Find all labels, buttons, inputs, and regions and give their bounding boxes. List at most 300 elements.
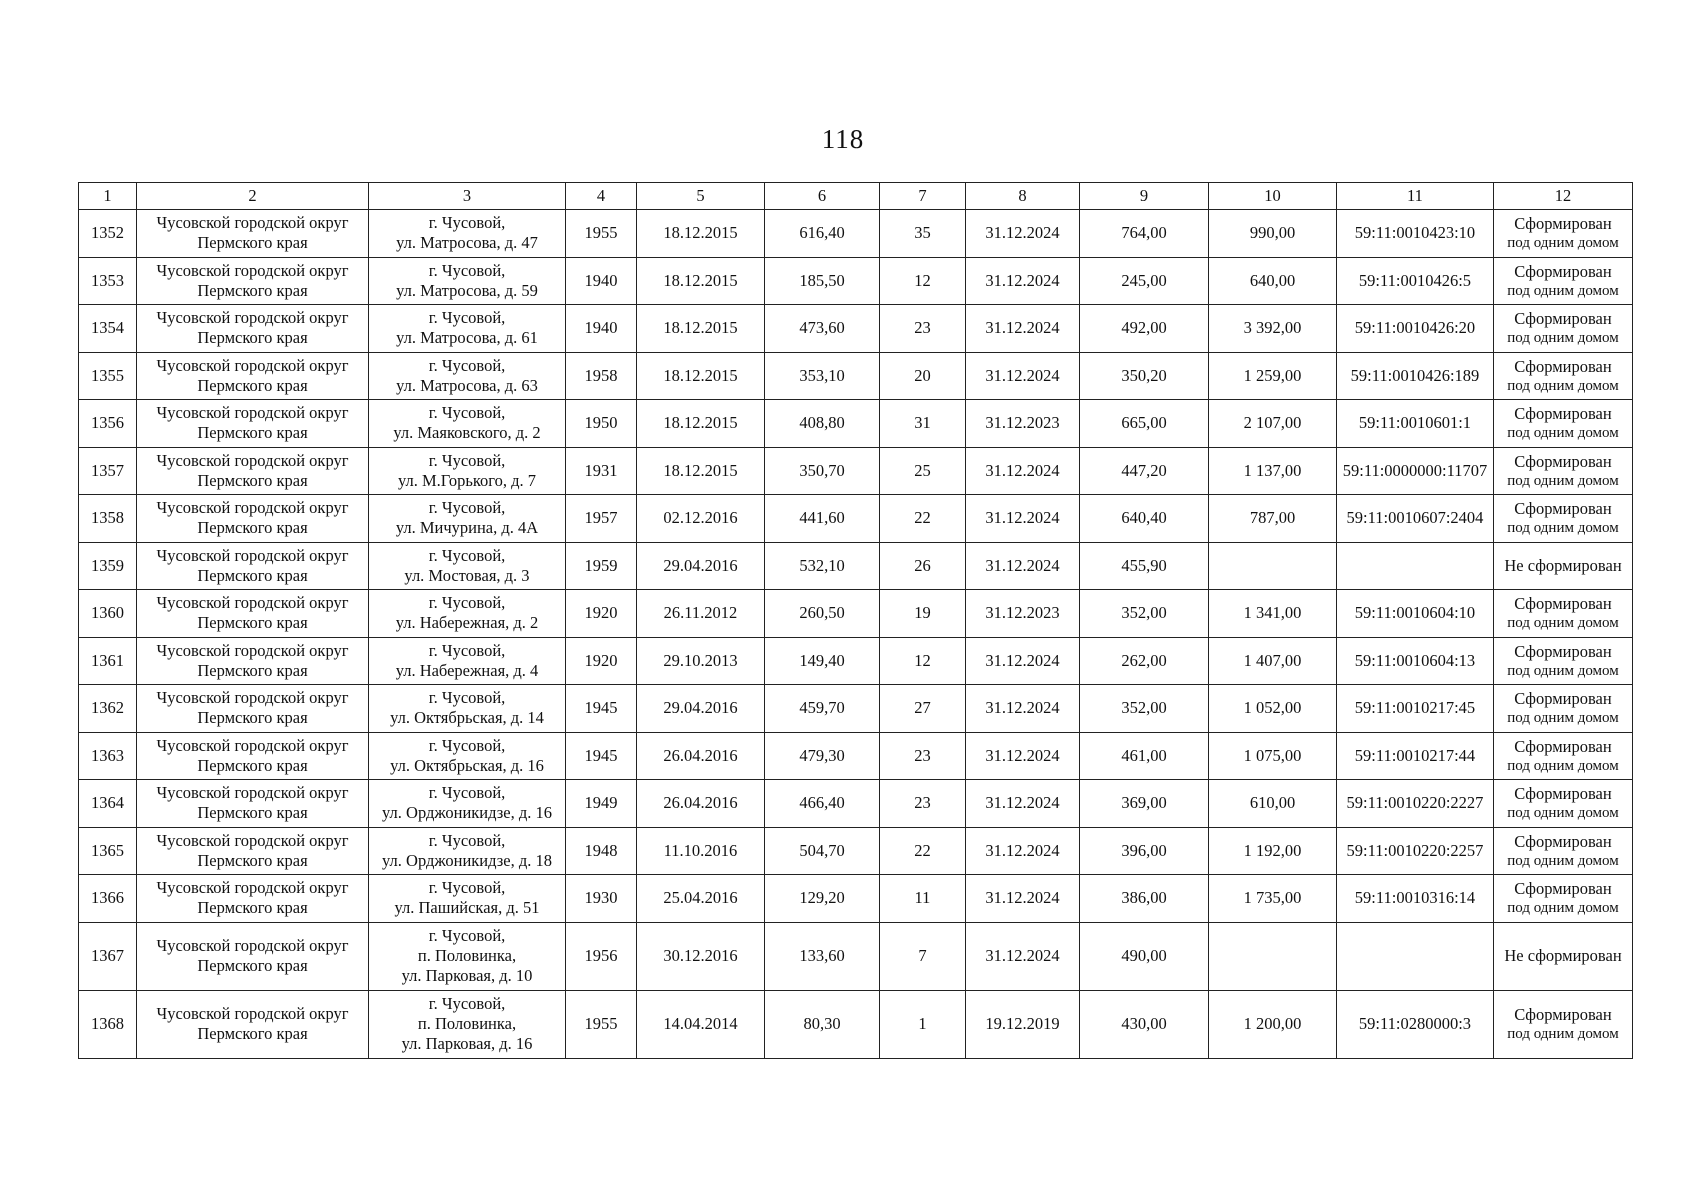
build-year-cell: 1955 <box>566 990 637 1058</box>
address-cell <box>369 257 566 305</box>
address-cell <box>369 780 566 828</box>
column-header-5: 5 <box>637 183 765 210</box>
address-line: г. Чусовой, <box>428 735 506 755</box>
deadline-cell: 31.12.2024 <box>966 922 1080 990</box>
address-line: ул. Матросова, д. 63 <box>396 375 538 395</box>
land-area-cell: 1 735,00 <box>1209 875 1337 923</box>
land-area-cell: 1 075,00 <box>1209 732 1337 780</box>
address-line: г. Чусовой, <box>428 355 506 375</box>
land-status-cell <box>1494 447 1633 495</box>
land-status-cell <box>1494 922 1633 990</box>
build-year-cell: 1940 <box>566 257 637 305</box>
municipality-line: Пермского края <box>197 423 308 443</box>
cadastral-number-cell: 59:11:0010426:189 <box>1337 352 1494 400</box>
address-cell <box>369 542 566 590</box>
deadline-cell: 31.12.2024 <box>966 210 1080 258</box>
residents-cell: 23 <box>880 780 966 828</box>
status-line: под одним домом <box>1507 282 1619 299</box>
address-cell <box>369 732 566 780</box>
address-cell <box>369 637 566 685</box>
municipality-cell <box>137 922 369 990</box>
address-line: г. Чусовой, <box>428 308 506 328</box>
address-line: ул. Орджоникидзе, д. 16 <box>382 803 552 823</box>
land-area-cell: 1 341,00 <box>1209 590 1337 638</box>
living-area-cell: 490,00 <box>1080 922 1209 990</box>
status-line: Сформирован <box>1514 879 1612 899</box>
status-line: под одним домом <box>1507 900 1619 917</box>
status-line: под одним домом <box>1507 710 1619 727</box>
status-line: Сформирован <box>1514 309 1612 329</box>
column-header-6: 6 <box>765 183 880 210</box>
municipality-line: Пермского края <box>197 1024 308 1043</box>
status-line: под одним домом <box>1507 472 1619 489</box>
area-cell: 129,20 <box>765 875 880 923</box>
row-number-cell: 1361 <box>79 637 137 685</box>
table-row <box>79 257 1633 305</box>
municipality-line: Пермского края <box>197 613 308 633</box>
table-row <box>79 495 1633 543</box>
land-status-cell <box>1494 875 1633 923</box>
municipality-line: Чусовской городской округ <box>156 450 349 470</box>
recognition-date-cell: 26.04.2016 <box>637 780 765 828</box>
column-header-11: 11 <box>1337 183 1494 210</box>
municipality-cell <box>137 447 369 495</box>
recognition-date-cell: 29.04.2016 <box>637 542 765 590</box>
build-year-cell: 1948 <box>566 827 637 875</box>
row-number-cell: 1360 <box>79 590 137 638</box>
land-status-cell <box>1494 590 1633 638</box>
build-year-cell: 1949 <box>566 780 637 828</box>
address-line: ул. Набережная, д. 4 <box>395 660 539 680</box>
address-line: г. Чусовой, <box>428 545 506 565</box>
living-area-cell: 245,00 <box>1080 257 1209 305</box>
municipality-cell <box>137 400 369 448</box>
land-area-cell: 640,00 <box>1209 257 1337 305</box>
area-cell: 80,30 <box>765 990 880 1058</box>
municipality-line: Чусовской городской округ <box>156 878 349 898</box>
address-cell <box>369 447 566 495</box>
residents-cell: 25 <box>880 447 966 495</box>
municipality-line: Чусовской городской округ <box>156 260 349 280</box>
land-status-cell <box>1494 685 1633 733</box>
table-row <box>79 400 1633 448</box>
area-cell: 185,50 <box>765 257 880 305</box>
residents-cell: 35 <box>880 210 966 258</box>
address-cell <box>369 922 566 990</box>
column-header-10: 10 <box>1209 183 1337 210</box>
status-line: Сформирован <box>1514 1005 1612 1024</box>
address-line: ул. Матросова, д. 59 <box>396 280 538 300</box>
municipality-line: Чусовской городской округ <box>156 593 349 613</box>
address-line: ул. Орджоникидзе, д. 18 <box>382 850 552 870</box>
residents-cell: 31 <box>880 400 966 448</box>
address-line: ул. Маяковского, д. 2 <box>393 423 541 443</box>
municipality-cell <box>137 875 369 923</box>
address-cell <box>369 990 566 1058</box>
address-line: г. Чусовой, <box>428 403 506 423</box>
recognition-date-cell: 18.12.2015 <box>637 352 765 400</box>
status-line: Не сформирован <box>1504 946 1622 965</box>
address-line: г. Чусовой, <box>428 926 506 945</box>
living-area-cell: 369,00 <box>1080 780 1209 828</box>
build-year-cell: 1920 <box>566 590 637 638</box>
status-line: Сформирован <box>1514 641 1612 661</box>
table-row <box>79 447 1633 495</box>
column-header-4: 4 <box>566 183 637 210</box>
status-line: Сформирован <box>1514 499 1612 519</box>
land-status-cell <box>1494 990 1633 1058</box>
area-cell: 479,30 <box>765 732 880 780</box>
living-area-cell: 665,00 <box>1080 400 1209 448</box>
deadline-cell: 31.12.2024 <box>966 495 1080 543</box>
living-area-cell: 640,40 <box>1080 495 1209 543</box>
land-status-cell <box>1494 210 1633 258</box>
column-header-12: 12 <box>1494 183 1633 210</box>
recognition-date-cell: 18.12.2015 <box>637 305 765 353</box>
deadline-cell: 31.12.2024 <box>966 685 1080 733</box>
address-line: ул. Пашийская, д. 51 <box>394 898 540 918</box>
municipality-line: Пермского края <box>197 660 308 680</box>
cadastral-number-cell: 59:11:0000000:11707 <box>1337 447 1494 495</box>
residents-cell: 20 <box>880 352 966 400</box>
land-area-cell: 990,00 <box>1209 210 1337 258</box>
cadastral-number-cell: 59:11:0010426:20 <box>1337 305 1494 353</box>
living-area-cell: 352,00 <box>1080 685 1209 733</box>
living-area-cell: 764,00 <box>1080 210 1209 258</box>
address-line: п. Половинка, <box>417 946 517 965</box>
living-area-cell: 492,00 <box>1080 305 1209 353</box>
area-cell: 408,80 <box>765 400 880 448</box>
deadline-cell: 31.12.2023 <box>966 400 1080 448</box>
row-number-cell: 1359 <box>79 542 137 590</box>
residents-cell: 26 <box>880 542 966 590</box>
build-year-cell: 1930 <box>566 875 637 923</box>
table-row <box>79 305 1633 353</box>
build-year-cell: 1958 <box>566 352 637 400</box>
status-line: под одним домом <box>1507 662 1619 679</box>
municipality-line: Чусовской городской округ <box>156 498 349 518</box>
living-area-cell: 396,00 <box>1080 827 1209 875</box>
status-line: Сформирован <box>1514 356 1612 376</box>
residents-cell: 23 <box>880 732 966 780</box>
status-line: Не сформирован <box>1504 555 1622 575</box>
row-number-cell: 1358 <box>79 495 137 543</box>
column-header-1: 1 <box>79 183 137 210</box>
address-line: ул. Парковая, д. 10 <box>401 966 533 985</box>
municipality-cell <box>137 495 369 543</box>
residents-cell: 22 <box>880 827 966 875</box>
row-number-cell: 1354 <box>79 305 137 353</box>
row-number-cell: 1356 <box>79 400 137 448</box>
address-line: ул. Мостовая, д. 3 <box>404 565 530 585</box>
land-status-cell <box>1494 827 1633 875</box>
recognition-date-cell: 26.04.2016 <box>637 732 765 780</box>
area-cell: 616,40 <box>765 210 880 258</box>
residents-cell: 22 <box>880 495 966 543</box>
row-number-cell: 1352 <box>79 210 137 258</box>
cadastral-number-cell: 59:11:0010426:5 <box>1337 257 1494 305</box>
land-area-cell: 1 407,00 <box>1209 637 1337 685</box>
column-header-9: 9 <box>1080 183 1209 210</box>
recognition-date-cell: 02.12.2016 <box>637 495 765 543</box>
area-cell: 260,50 <box>765 590 880 638</box>
status-line: Сформирован <box>1514 594 1612 614</box>
status-line: Сформирован <box>1514 831 1612 851</box>
living-area-cell: 262,00 <box>1080 637 1209 685</box>
land-status-cell <box>1494 542 1633 590</box>
address-cell <box>369 495 566 543</box>
status-line: Сформирован <box>1514 689 1612 709</box>
row-number-cell: 1353 <box>79 257 137 305</box>
cadastral-number-cell: 59:11:0010601:1 <box>1337 400 1494 448</box>
residents-cell: 12 <box>880 637 966 685</box>
municipality-line: Чусовской городской округ <box>156 735 349 755</box>
municipality-line: Пермского края <box>197 233 308 253</box>
municipality-cell <box>137 827 369 875</box>
residents-cell: 11 <box>880 875 966 923</box>
table-row <box>79 732 1633 780</box>
build-year-cell: 1920 <box>566 637 637 685</box>
row-number-cell: 1355 <box>79 352 137 400</box>
recognition-date-cell: 11.10.2016 <box>637 827 765 875</box>
address-line: ул. Октябрьская, д. 16 <box>390 755 544 775</box>
municipality-line: Чусовской городской округ <box>156 640 349 660</box>
municipality-line: Пермского края <box>197 755 308 775</box>
residents-cell: 23 <box>880 305 966 353</box>
cadastral-number-cell: 59:11:0010217:44 <box>1337 732 1494 780</box>
land-status-cell <box>1494 637 1633 685</box>
status-line: под одним домом <box>1507 852 1619 869</box>
living-area-cell: 386,00 <box>1080 875 1209 923</box>
address-line: ул. Набережная, д. 2 <box>395 613 539 633</box>
build-year-cell: 1950 <box>566 400 637 448</box>
land-area-cell: 1 052,00 <box>1209 685 1337 733</box>
status-line: Сформирован <box>1514 451 1612 471</box>
address-cell <box>369 210 566 258</box>
address-line: г. Чусовой, <box>428 640 506 660</box>
land-status-cell <box>1494 257 1633 305</box>
status-line: под одним домом <box>1507 520 1619 537</box>
status-line: под одним домом <box>1507 615 1619 632</box>
area-cell: 353,10 <box>765 352 880 400</box>
status-line: под одним домом <box>1507 235 1619 252</box>
municipality-line: Чусовской городской округ <box>156 403 349 423</box>
municipality-line: Пермского края <box>197 898 308 918</box>
table-row <box>79 780 1633 828</box>
municipality-cell <box>137 685 369 733</box>
deadline-cell: 19.12.2019 <box>966 990 1080 1058</box>
cadastral-number-cell: 59:11:0010423:10 <box>1337 210 1494 258</box>
municipality-line: Чусовской городской округ <box>156 213 349 233</box>
land-status-cell <box>1494 780 1633 828</box>
status-line: Сформирован <box>1514 736 1612 756</box>
deadline-cell: 31.12.2024 <box>966 732 1080 780</box>
recognition-date-cell: 25.04.2016 <box>637 875 765 923</box>
municipality-cell <box>137 990 369 1058</box>
deadline-cell: 31.12.2024 <box>966 780 1080 828</box>
land-area-cell: 1 259,00 <box>1209 352 1337 400</box>
deadline-cell: 31.12.2024 <box>966 542 1080 590</box>
table-body <box>79 210 1633 1059</box>
municipality-line: Чусовской городской округ <box>156 936 349 955</box>
residents-cell: 12 <box>880 257 966 305</box>
municipality-line: Чусовской городской округ <box>156 1004 349 1023</box>
living-area-cell: 430,00 <box>1080 990 1209 1058</box>
address-line: ул. М.Горького, д. 7 <box>397 470 537 490</box>
municipality-line: Пермского края <box>197 708 308 728</box>
municipality-line: Пермского края <box>197 518 308 538</box>
column-number-header-row <box>79 183 1633 210</box>
recognition-date-cell: 29.10.2013 <box>637 637 765 685</box>
area-cell: 504,70 <box>765 827 880 875</box>
cadastral-number-cell: 59:11:0010316:14 <box>1337 875 1494 923</box>
column-header-2: 2 <box>137 183 369 210</box>
municipality-cell <box>137 542 369 590</box>
land-status-cell <box>1494 495 1633 543</box>
build-year-cell: 1955 <box>566 210 637 258</box>
row-number-cell: 1365 <box>79 827 137 875</box>
build-year-cell: 1940 <box>566 305 637 353</box>
status-line: под одним домом <box>1507 1026 1619 1042</box>
municipality-line: Чусовской городской округ <box>156 545 349 565</box>
column-header-7: 7 <box>880 183 966 210</box>
residents-cell: 1 <box>880 990 966 1058</box>
build-year-cell: 1956 <box>566 922 637 990</box>
land-area-cell: 3 392,00 <box>1209 305 1337 353</box>
municipality-line: Чусовской городской округ <box>156 308 349 328</box>
municipality-line: Пермского края <box>197 470 308 490</box>
area-cell: 459,70 <box>765 685 880 733</box>
address-line: г. Чусовой, <box>428 994 506 1013</box>
living-area-cell: 455,90 <box>1080 542 1209 590</box>
municipality-cell <box>137 732 369 780</box>
address-line: ул. Матросова, д. 61 <box>396 328 538 348</box>
municipality-cell <box>137 305 369 353</box>
cadastral-number-cell: 59:11:0280000:3 <box>1337 990 1494 1058</box>
address-line: г. Чусовой, <box>428 783 506 803</box>
row-number-cell: 1364 <box>79 780 137 828</box>
deadline-cell: 31.12.2024 <box>966 827 1080 875</box>
cadastral-number-cell: 59:11:0010604:10 <box>1337 590 1494 638</box>
table-row <box>79 827 1633 875</box>
land-area-cell: 1 137,00 <box>1209 447 1337 495</box>
address-line: ул. Матросова, д. 47 <box>396 233 538 253</box>
land-area-cell <box>1209 922 1337 990</box>
area-cell: 473,60 <box>765 305 880 353</box>
land-status-cell <box>1494 732 1633 780</box>
row-number-cell: 1357 <box>79 447 137 495</box>
row-number-cell: 1366 <box>79 875 137 923</box>
table-row <box>79 922 1633 990</box>
status-line: Сформирован <box>1514 261 1612 281</box>
area-cell: 466,40 <box>765 780 880 828</box>
municipality-cell <box>137 780 369 828</box>
residents-cell: 7 <box>880 922 966 990</box>
table-row <box>79 637 1633 685</box>
address-line: г. Чусовой, <box>428 830 506 850</box>
status-line: Сформирован <box>1514 784 1612 804</box>
housing-register-table <box>78 182 1633 1059</box>
status-line: под одним домом <box>1507 757 1619 774</box>
land-area-cell: 787,00 <box>1209 495 1337 543</box>
column-header-3: 3 <box>369 183 566 210</box>
municipality-line: Пермского края <box>197 850 308 870</box>
municipality-line: Пермского края <box>197 375 308 395</box>
land-area-cell <box>1209 542 1337 590</box>
cadastral-number-cell: 59:11:0010220:2257 <box>1337 827 1494 875</box>
address-cell <box>369 305 566 353</box>
recognition-date-cell: 18.12.2015 <box>637 210 765 258</box>
living-area-cell: 447,20 <box>1080 447 1209 495</box>
address-cell <box>369 352 566 400</box>
land-area-cell: 1 200,00 <box>1209 990 1337 1058</box>
page-number: 118 <box>821 124 865 154</box>
address-line: г. Чусовой, <box>428 450 506 470</box>
table-row <box>79 685 1633 733</box>
address-line: ул. Мичурина, д. 4А <box>395 518 539 538</box>
table-row <box>79 590 1633 638</box>
area-cell: 133,60 <box>765 922 880 990</box>
municipality-cell <box>137 257 369 305</box>
land-status-cell <box>1494 400 1633 448</box>
address-line: г. Чусовой, <box>428 688 506 708</box>
cadastral-number-cell: 59:11:0010220:2227 <box>1337 780 1494 828</box>
municipality-line: Пермского края <box>197 328 308 348</box>
recognition-date-cell: 14.04.2014 <box>637 990 765 1058</box>
municipality-line: Пермского края <box>197 956 308 975</box>
deadline-cell: 31.12.2024 <box>966 875 1080 923</box>
address-line: г. Чусовой, <box>428 260 506 280</box>
deadline-cell: 31.12.2024 <box>966 257 1080 305</box>
recognition-date-cell: 26.11.2012 <box>637 590 765 638</box>
area-cell: 149,40 <box>765 637 880 685</box>
address-line: п. Половинка, <box>417 1014 517 1033</box>
living-area-cell: 350,20 <box>1080 352 1209 400</box>
municipality-line: Пермского края <box>197 280 308 300</box>
municipality-cell <box>137 210 369 258</box>
area-cell: 441,60 <box>765 495 880 543</box>
municipality-line: Чусовской городской округ <box>156 783 349 803</box>
municipality-cell <box>137 352 369 400</box>
row-number-cell: 1367 <box>79 922 137 990</box>
build-year-cell: 1957 <box>566 495 637 543</box>
recognition-date-cell: 30.12.2016 <box>637 922 765 990</box>
recognition-date-cell: 18.12.2015 <box>637 447 765 495</box>
row-number-cell: 1362 <box>79 685 137 733</box>
land-status-cell <box>1494 352 1633 400</box>
municipality-line: Чусовской городской округ <box>156 355 349 375</box>
row-number-cell: 1363 <box>79 732 137 780</box>
cadastral-number-cell: 59:11:0010607:2404 <box>1337 495 1494 543</box>
address-line: г. Чусовой, <box>428 498 506 518</box>
address-cell <box>369 400 566 448</box>
deadline-cell: 31.12.2023 <box>966 590 1080 638</box>
municipality-line: Чусовской городской округ <box>156 688 349 708</box>
deadline-cell: 31.12.2024 <box>966 352 1080 400</box>
municipality-line: Пермского края <box>197 803 308 823</box>
status-line: под одним домом <box>1507 805 1619 822</box>
address-cell <box>369 827 566 875</box>
status-line: под одним домом <box>1507 377 1619 394</box>
municipality-line: Чусовской городской округ <box>156 830 349 850</box>
deadline-cell: 31.12.2024 <box>966 637 1080 685</box>
address-cell <box>369 685 566 733</box>
row-number-cell: 1368 <box>79 990 137 1058</box>
address-line: ул. Парковая, д. 16 <box>401 1034 533 1053</box>
cadastral-number-cell: 59:11:0010217:45 <box>1337 685 1494 733</box>
status-line: под одним домом <box>1507 425 1619 442</box>
table-row <box>79 210 1633 258</box>
